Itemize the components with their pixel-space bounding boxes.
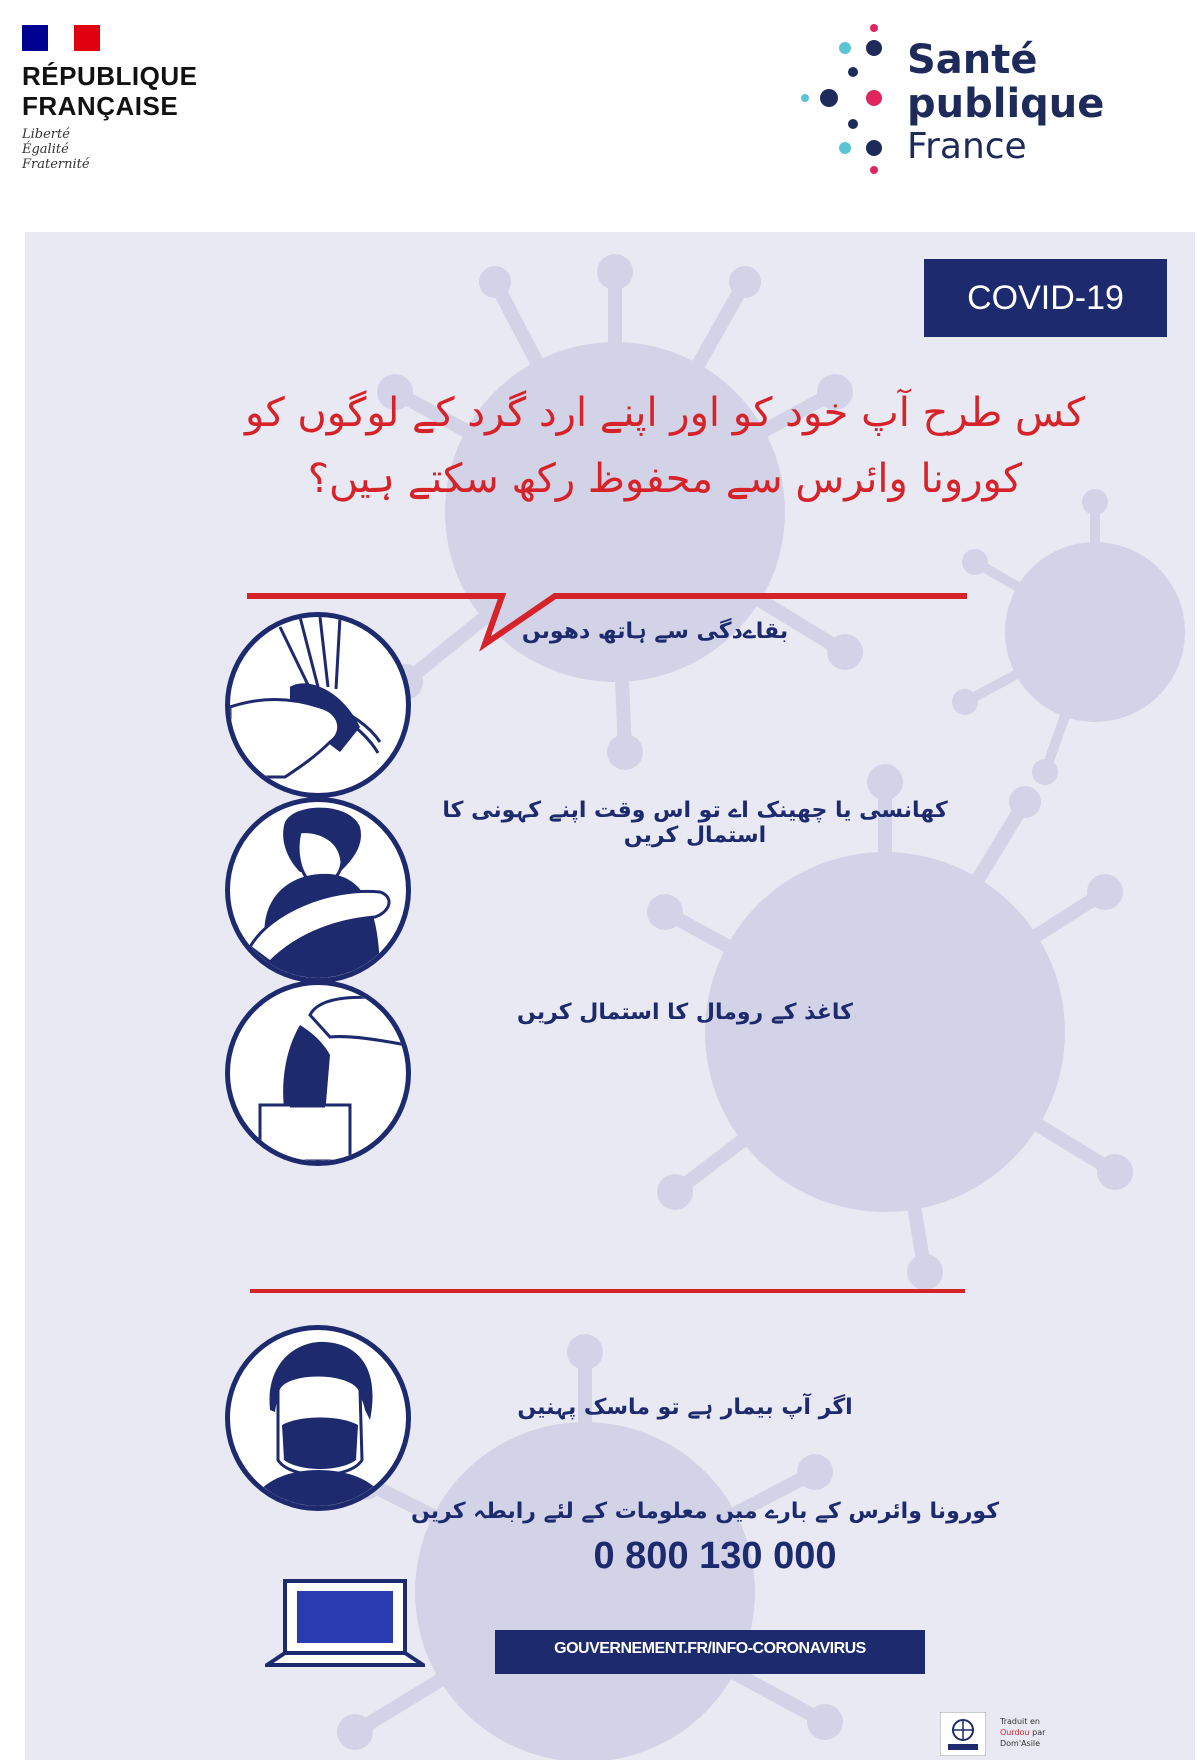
mask-icon (225, 1325, 411, 1511)
title-line-2: کورونا وائرس سے محفوظ رکھ سکتے ہیں؟ (307, 456, 1023, 502)
tissue-icon (225, 980, 411, 1166)
credit-line-4: Dom'Asile (1000, 1739, 1041, 1748)
sante-publique-dots-icon (795, 20, 895, 190)
item-label-elbow-cough: کھانسی یا چھینک اے تو اس وقت اپنے کہونی کا استمال کریں (442, 798, 948, 848)
spf-line-2: publique (907, 81, 1105, 127)
phone-number[interactable]: 0 800 130 000 (593, 1535, 837, 1577)
contact-text: کورونا وائرس کے بارے میں معلومات کے لئے رابطہ کریں (410, 1499, 999, 1524)
item-label-tissue: کاغذ کے رومال کا استمال کریں (517, 1000, 853, 1025)
republique-line-2: FRANÇAISE (22, 91, 179, 121)
title-line-1: کس طرح آپ خود کو اور اپنے ارد گرد کے لوگوں کو (244, 390, 1086, 436)
motto (22, 127, 197, 172)
hand-washing-icon (225, 612, 411, 798)
poster-title (165, 380, 1165, 512)
item-label-hand-washing: بقاےدگی سے ہاتھ دھوىں (521, 619, 789, 644)
elbow-cough-icon (225, 797, 411, 983)
spf-line-1: Santé (907, 37, 1038, 83)
republique-line-1: RÉPUBLIQUE (22, 61, 198, 91)
laptop-icon (265, 1579, 425, 1669)
info-url-link[interactable]: GOUVERNEMENT.FR/INFO-CORONAVIRUS (495, 1630, 925, 1674)
credit-line-3: par (1032, 1728, 1046, 1737)
translation-credit (940, 1712, 1070, 1756)
republique-francaise-logo (22, 25, 197, 172)
dom-asile-logo-icon (940, 1712, 986, 1756)
credit-line-2: Ourdou (1000, 1728, 1030, 1737)
motto-fraternite: Fraternité (22, 157, 90, 172)
credit-line-1: Traduit en (1000, 1717, 1040, 1726)
header (0, 0, 1200, 230)
covid-badge: COVID-19 (924, 259, 1167, 337)
motto-egalite: Égalité (22, 142, 69, 157)
motto-liberte: Liberté (22, 127, 70, 142)
spf-line-3: France (907, 126, 1027, 167)
sante-publique-france-logo (795, 20, 1105, 190)
item-label-mask: اگر آپ بیمار ہے تو ماسک پہنیں (517, 1395, 853, 1420)
poster-panel (25, 232, 1195, 1760)
red-divider (250, 1289, 965, 1293)
french-flag-icon (22, 25, 100, 51)
